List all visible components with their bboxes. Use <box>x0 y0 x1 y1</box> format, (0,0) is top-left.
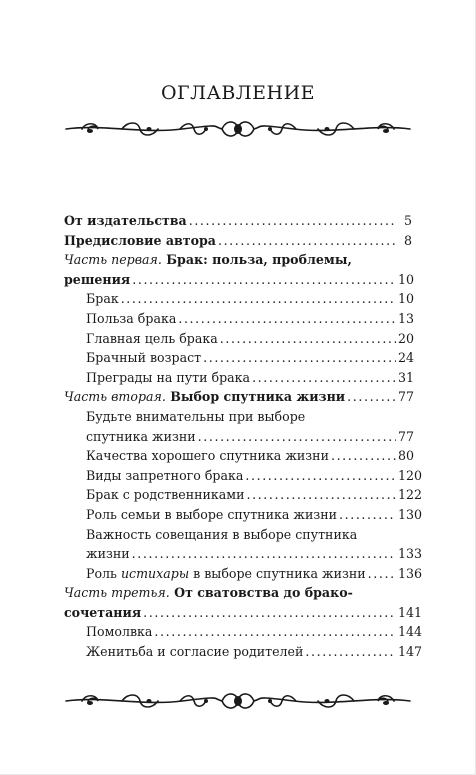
toc-page-number: 5 <box>403 213 412 228</box>
toc-entry-title: Брак с родственниками <box>86 487 245 503</box>
toc-page-number: 147 <box>398 644 423 660</box>
toc-entry[interactable] <box>64 309 415 329</box>
toc-entry-title: Виды запретного брака <box>86 467 244 483</box>
dot-leader <box>121 289 396 309</box>
toc-entry[interactable] <box>64 505 423 525</box>
toc-entry[interactable] <box>64 368 415 388</box>
toc-page-number: 8 <box>403 232 412 248</box>
ornament-divider-top <box>62 118 414 140</box>
dot-leader <box>189 211 396 231</box>
part-label: Часть вторая. <box>64 389 166 405</box>
toc-entry-title-start: Роль <box>86 565 117 581</box>
toc-page-number: 136 <box>398 565 423 581</box>
toc-entry[interactable] <box>64 642 423 662</box>
dot-leader <box>245 466 396 486</box>
toc-entry-title-end: в выборе спутника жизни <box>193 565 366 581</box>
dot-leader <box>331 446 396 466</box>
dot-leader <box>218 231 396 251</box>
toc-entry-title: Важность совещания в выборе спутника <box>86 526 358 542</box>
toc-entry-title: Преграды на пути брака <box>86 369 251 385</box>
toc-entry[interactable] <box>64 407 415 446</box>
toc-entry[interactable] <box>64 564 423 584</box>
dot-leader <box>252 368 396 388</box>
dot-leader <box>305 642 396 662</box>
toc-entry[interactable] <box>64 446 415 466</box>
toc-entry-title-emphasis: истихары <box>120 565 190 581</box>
toc-page-number: 31 <box>398 369 415 385</box>
toc-entry-title: Выбор спутника жизни <box>170 389 346 405</box>
toc-entry[interactable] <box>64 348 415 368</box>
toc-entry-title-continued: спутника жизни <box>86 428 196 444</box>
toc-entry[interactable] <box>64 485 423 505</box>
dot-leader <box>143 603 396 623</box>
table-of-contents <box>64 211 423 662</box>
toc-page-number: 10 <box>398 291 415 307</box>
toc-entry[interactable] <box>64 231 412 251</box>
toc-page-number: 141 <box>398 604 423 620</box>
toc-entry-title: Качества хорошего спутника жизни <box>86 448 329 464</box>
toc-entry-title: Главная цель брака <box>86 330 218 346</box>
toc-entry-title: Роль семьи в выборе спутника жизни <box>86 506 337 522</box>
toc-part-entry[interactable] <box>64 250 415 289</box>
toc-entry[interactable] <box>64 466 423 486</box>
page-title: ОГЛАВЛЕНИЕ <box>160 82 316 104</box>
toc-entry-title: Брак <box>86 291 119 307</box>
dot-leader <box>154 622 396 642</box>
toc-page-number: 144 <box>398 624 423 640</box>
toc-entry[interactable] <box>64 329 415 349</box>
toc-entry-title: Будьте внимательны при выборе <box>86 408 306 424</box>
ornament-divider-bottom <box>62 690 414 712</box>
toc-page-number: 133 <box>398 546 423 562</box>
toc-page-number: 122 <box>398 487 423 503</box>
toc-part-entry[interactable] <box>64 387 415 407</box>
dot-leader <box>198 427 396 447</box>
toc-page-number: 24 <box>398 350 415 366</box>
toc-page-number: 130 <box>398 506 423 522</box>
part-label: Часть третья. <box>64 585 170 601</box>
part-label: Часть первая. <box>64 252 162 268</box>
toc-entry-title: Предисловие автора <box>64 232 216 248</box>
toc-entry-title-continued: сочетания <box>64 604 142 620</box>
toc-page-number: 77 <box>398 428 415 444</box>
toc-entry-title: Польза брака <box>86 310 177 326</box>
dot-leader <box>178 309 396 329</box>
toc-page-number: 77 <box>398 389 415 405</box>
toc-entry-title-continued: жизни <box>86 546 130 562</box>
dot-leader <box>220 329 396 349</box>
toc-entry-title: Женитьба и согласие родителей <box>86 644 304 660</box>
toc-entry-title: От сватовства до брако- <box>174 585 353 601</box>
toc-page-number: 20 <box>398 330 415 346</box>
toc-entry-title: Брачный возраст <box>86 350 202 366</box>
toc-page-number: 80 <box>398 448 415 464</box>
toc-entry[interactable] <box>64 289 415 309</box>
toc-entry-title: Помолвка <box>86 624 153 640</box>
dot-leader <box>132 544 396 564</box>
toc-entry[interactable] <box>64 525 423 564</box>
dot-leader <box>339 505 396 525</box>
toc-entry-title-continued: решения <box>64 271 131 287</box>
toc-entry-title: От издательства <box>64 213 187 228</box>
dot-leader <box>347 387 396 407</box>
dot-leader <box>203 348 396 368</box>
toc-entry[interactable] <box>64 211 412 231</box>
dot-leader <box>246 485 396 505</box>
dot-leader <box>132 270 396 290</box>
toc-entry-title: Брак: польза, проблемы, <box>166 252 352 268</box>
toc-page-number: 10 <box>398 271 415 287</box>
dot-leader <box>368 564 396 584</box>
toc-page-number: 120 <box>398 467 423 483</box>
toc-part-entry[interactable] <box>64 583 423 622</box>
toc-page-number: 13 <box>398 310 415 326</box>
toc-entry[interactable] <box>64 622 423 642</box>
